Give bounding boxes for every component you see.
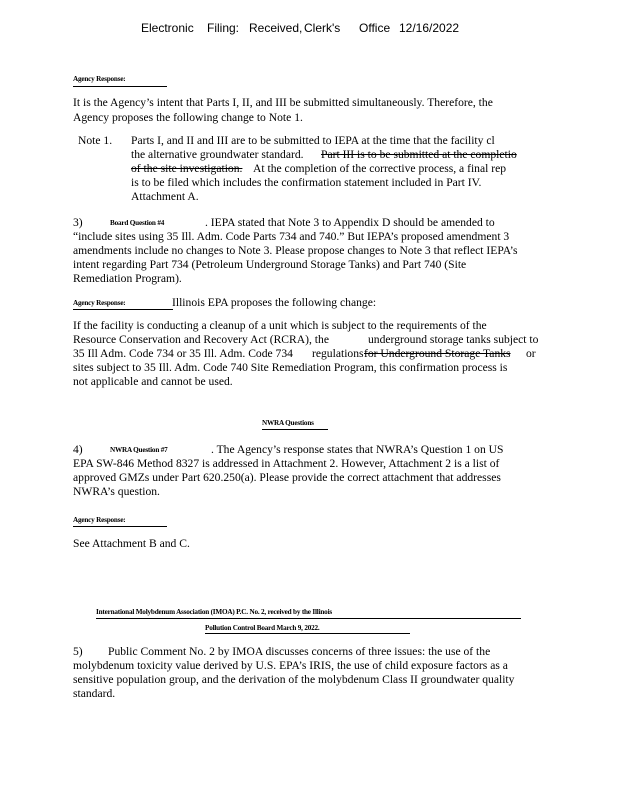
agency-response-text: See Attachment B and C. xyxy=(73,537,190,550)
paragraph-line: It is the Agency’s intent that Parts I, II, and III be submitted simultaneously. Therefore, the xyxy=(73,96,493,109)
paragraph-line: Resource Conservation and Recovery Act (RCRA), the xyxy=(73,333,329,346)
paragraph-line: amendments include no changes to Note 3. Please propose changes to Note 3 that reflect IEPA’s xyxy=(73,244,518,257)
header-clerks: Clerk's xyxy=(304,21,341,35)
paragraph-line: intent regarding Part 734 (Petroleum Underground Storage Tanks) and Part 740 (Site xyxy=(73,258,467,271)
header-office: Office xyxy=(359,21,391,35)
underline xyxy=(73,309,173,310)
paragraph-line: standard. xyxy=(73,687,116,700)
paragraph-line: not applicable and cannot be used. xyxy=(73,375,233,388)
item-number: 4) xyxy=(73,443,83,456)
underline xyxy=(262,429,328,430)
header-date: 12/16/2022 xyxy=(399,21,460,35)
imoa-heading-line2: Pollution Control Board March 9, 2022. xyxy=(205,624,320,632)
paragraph-line: molybdenum toxicity value derived by U.S. EPA’s IRIS, the use of child exposure factors as a xyxy=(73,659,508,672)
header-received: Received, xyxy=(249,21,303,35)
note-line: the alternative groundwater standard. xyxy=(131,148,304,161)
imoa-heading-line1: International Molybdenum Association (IMOA) P.C. No. 2, received by the Illinois xyxy=(96,608,332,616)
note-line: is to be filed which includes the confirmation statement included in Part IV. xyxy=(131,176,482,189)
note-line: At the completion of the corrective process, a final rep xyxy=(253,162,507,175)
note-line-struck: Part III is to be submitted at the completio xyxy=(321,148,517,161)
paragraph-line: approved GMZs under Part 620.250(a). Please provide the correct attachment that addresses xyxy=(73,471,501,484)
note-line: Attachment A. xyxy=(131,190,199,203)
paragraph-line: sensitive population group, and the derivation of the molybdenum Class II groundwater quality xyxy=(73,673,515,686)
paragraph-line-struck: for Underground Storage Tanks xyxy=(364,347,511,360)
paragraph-line: “include sites using 35 Ill. Adm. Code Parts 734 and 740.” But IEPA’s proposed amendment 3 xyxy=(73,230,510,243)
paragraph-line: underground storage tanks subject to xyxy=(368,333,539,346)
paragraph-line: regulations xyxy=(312,347,364,360)
paragraph-line: If the facility is conducting a cleanup of a unit which is subject to the requirements of the xyxy=(73,319,487,332)
note-label: Note 1. xyxy=(78,134,113,147)
item-number: 3) xyxy=(73,216,83,229)
underline xyxy=(73,526,167,527)
header-filing: Filing: xyxy=(207,21,240,35)
paragraph-line: Public Comment No. 2 by IMOA discusses concerns of three issues: the use of the xyxy=(108,645,491,658)
underline xyxy=(73,86,167,87)
underline xyxy=(96,618,521,619)
paragraph-line: Remediation Program). xyxy=(73,272,182,285)
item-number: 5) xyxy=(73,645,83,658)
paragraph-line: . IEPA stated that Note 3 to Appendix D should be amended to xyxy=(205,216,495,229)
note-1-text xyxy=(131,134,544,214)
paragraph-line: 35 Ill Adm. Code 734 or 35 Ill. Adm. Code 734 xyxy=(73,347,293,360)
paragraph-line: . The Agency’s response states that NWRA’s Question 1 on US xyxy=(211,443,504,456)
agency-response-heading-3: Agency Response: xyxy=(73,516,126,524)
note-line-struck: of the site investigation. xyxy=(131,162,243,175)
paragraph-line: NWRA’s question. xyxy=(73,485,160,498)
underline xyxy=(205,633,410,634)
paragraph-line: sites subject to 35 Ill. Adm. Code 740 Site Remediation Program, this confirmation process is xyxy=(73,361,508,374)
agency-response-heading-1: Agency Response: xyxy=(73,75,126,83)
nwra-questions-heading: NWRA Questions xyxy=(262,419,314,427)
board-question-label: Board Question #4 xyxy=(110,219,165,227)
header-electronic: Electronic xyxy=(141,21,194,35)
nwra-question-label: NWRA Question #7 xyxy=(110,446,168,454)
agency-response-text: Illinois EPA proposes the following change: xyxy=(172,296,377,309)
paragraph-line: Agency proposes the following change to Note 1. xyxy=(73,111,303,124)
paragraph-line: EPA SW-846 Method 8327 is addressed in Attachment 2. However, Attachment 2 is a list of xyxy=(73,457,500,470)
note-line: Parts I, and II and III are to be submitted to IEPA at the time that the facility cl xyxy=(131,134,495,147)
paragraph-line: or xyxy=(526,347,536,360)
agency-response-heading-2: Agency Response: xyxy=(73,299,126,307)
